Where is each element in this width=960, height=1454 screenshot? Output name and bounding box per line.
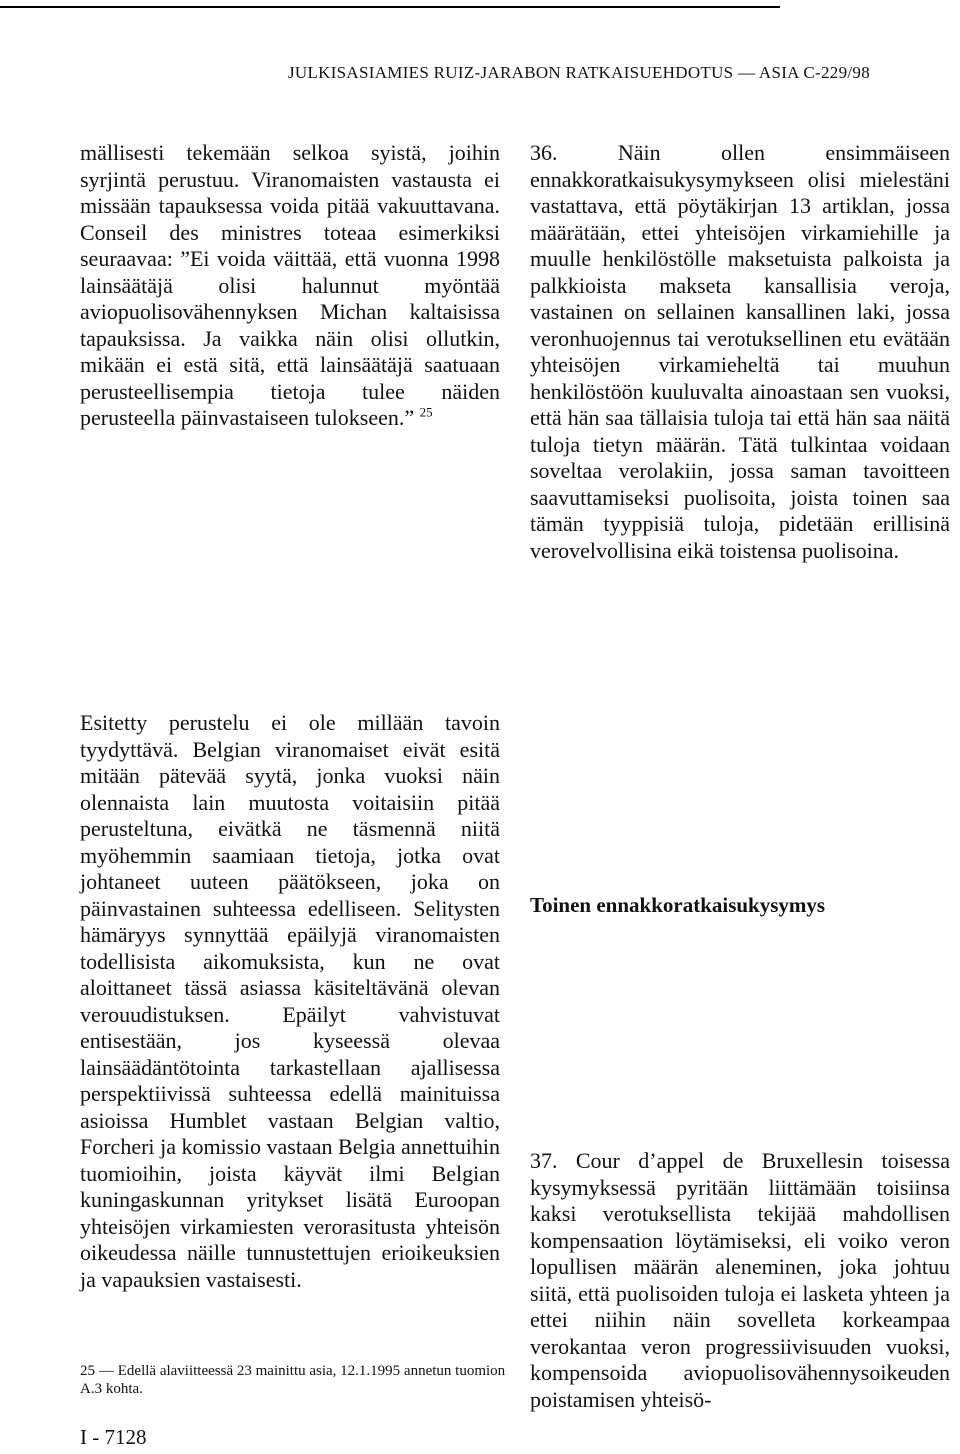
quoted-paragraph-text: mällisesti tekemään selkoa syistä, joihin syrjintä perustuu. Viranomaisten vastausta ei missään tapauksessa voida pitää vakuuttavana. Conseil des ministres toteaa esimerkiksi seuraavaa: ”Ei voida väittää, että vuonna 1998 lainsäätäjä olisi halunnut myöntää aviopuolisovähennyksen Michan kaltaisissa tapauksissa. Ja vaikka näin olisi ollutkin, mikään ei estä sitä, että lainsäätäjä saatuaan perusteellisempia tietoja tulee näiden perusteella päinvastaiseen tulokseen.”	[80, 140, 500, 430]
argument-paragraph: Esitetty perustelu ei ole millään tavoin tyydyttävä. Belgian viranomaiset eivät esitä mitään pätevää syytä, jonka vuoksi näin olennaista lain muutosta voitaisiin pitää perusteltuna, eivätkä ne täsmennä niitä myöhemmin saamiaan tietoja, jotka ovat johtaneet uuteen päätökseen, joka on päinvastainen suhteessa edelliseen. Selitysten hämäryys synnyttää epäilyjä viranomaisten todellisista aikomuksista, kun ne ovat aloittaneet tässä asiassa käsiteltävänä olevan verouudistuksen. Epäilyt vahvistuvat entisestään, jos kyseessä olevaa lainsäädäntötointa tarkastellaan ajallisessa perspektiivissä suhteessa edellä mainituissa asioissa Humblet vastaan Belgian valtio, Forcheri ja komissio vastaan Belgia annettuihin tuomioihin, joista käyvät ilmi Belgian kuningaskunnan yritykset lisätä Euroopan yhteisöjen virkamiesten verorasitusta yhteisön oikeudessa näille tunnustettujen erioikeuksien ja vapauksien vastaisesti.	[80, 710, 500, 1292]
paragraph-36: 36. Näin ollen ensimmäiseen ennakkoratkaisukysymykseen olisi mielestäni vastattava, että pöytäkirjan 13 artiklan, jossa määrätään, ettei yhteisöjen virkamiehille ja muulle henkilöstölle maksetuista palkoista ja palkkioista makseta kansallisia veroja, vastainen on sellainen kansallinen laki, jossa veronhuojennus tai verotuksellinen etu evätään yhteisöjen virkamieheltä tai muuhun henkilöstöön kuuluvalta ainoastaan sen vuoksi, että hän saa tällaisia tuloja tai että hän saa näitä tuloja tietyn määrän. Tätä tulkintaa voidaan soveltaa verolakiin, jossa saman tavoitteen saavuttamiseksi puolisoita, joista toinen saa tämän tyyppisiä tuloja, pidetään erillisinä verovelvollisina eikä toistensa puolisoina.	[530, 140, 950, 563]
section-heading: Toinen ennakkoratkaisukysymys	[530, 893, 826, 917]
running-header: JULKISASIAMIES RUIZ-JARABON RATKAISUEHDOTUS — ASIA C-229/98	[287, 63, 870, 82]
left-column-top	[80, 140, 500, 432]
quoted-paragraph	[80, 140, 500, 432]
top-rule	[0, 6, 780, 8]
footnote-text: — Edellä alaviitteessä 23 mainittu asia, 12.1.1995 annetun tuomion A.3 kohta.	[80, 1363, 506, 1397]
footnote-number: 25	[80, 1363, 95, 1379]
footnote-reference[interactable]: 25	[419, 404, 433, 420]
page-number: I - 7128	[80, 1425, 147, 1449]
right-column-top	[530, 140, 950, 564]
left-column-bottom	[80, 710, 500, 1293]
right-column-bottom	[530, 1148, 950, 1413]
footnote	[80, 1362, 510, 1398]
paragraph-37: 37. Cour d’appel de Bruxellesin toisessa kysymyksessä pyritään liittämään toisiinsa kaksi verotuksellista tekijää mahdollisen kompensaation löytämiseksi, eli voiko veron lopullisen määrän aleneminen, joka johtuu siitä, että puolisoiden tuloja ei lasketa yhteen ja ettei niihin näin sovelleta korkeampaa verokantaa veron progressiivisuuden vuoksi, kompensoida aviopuolisovähennysoikeuden poistamisen yhteisö-	[530, 1148, 950, 1412]
